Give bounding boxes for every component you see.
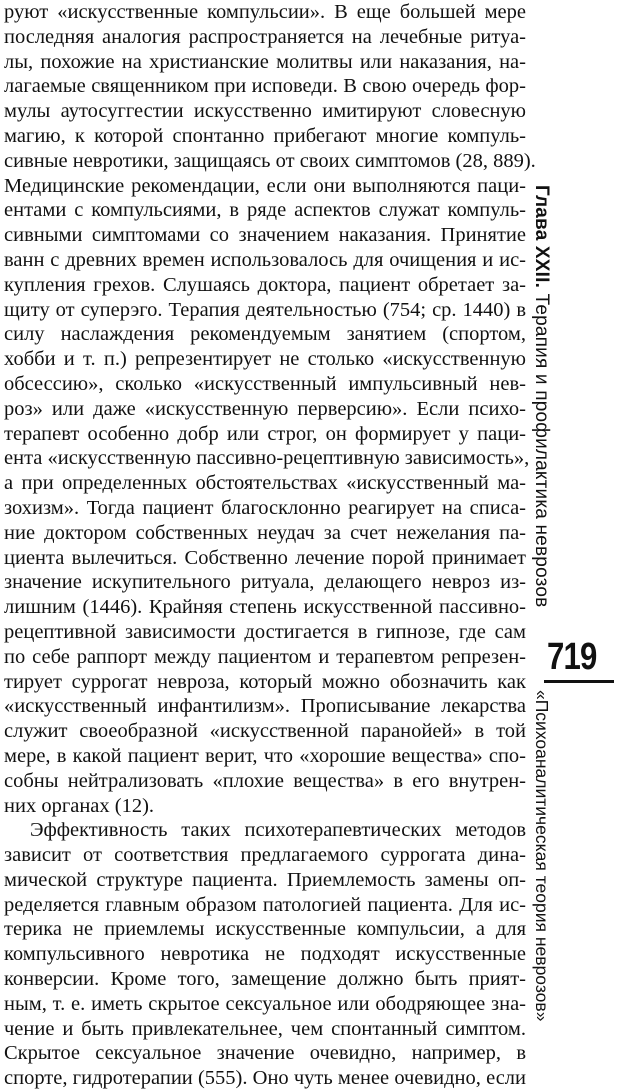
text-line: ределяется главным образом патологией пациента. Для ис-: [4, 893, 526, 916]
text-line: терапевт особенно добр или строг, он формирует у паци-: [4, 422, 526, 445]
text-line: рецептивной зависимости достигается в гипнозе, где сам: [4, 620, 526, 643]
text-line: тирует суррогат невроза, который можно обозначить как: [4, 670, 526, 693]
text-line: спорте, гидротерапии (555). Оно чуть менее очевидно, если: [4, 1067, 526, 1090]
text-line: руют «искусственные компульсии». В еще большей мере: [4, 1, 526, 23]
text-line: силу наслаждения рекомендуемым занятием (спортом,: [4, 323, 526, 346]
chapter-title: Терапия и профилактика неврозов: [531, 293, 552, 608]
text-line: собны нейтрализовать «плохие вещества» в его внутрен-: [4, 769, 526, 792]
text-line: них органах (12).: [4, 794, 155, 817]
text-line: лы, похожие на христианские молитвы или наказания, на-: [4, 50, 526, 73]
running-header: [532, 185, 572, 615]
text-line: мере, в какой пациент верит, что «хорошие вещества» спо-: [4, 744, 526, 767]
text-line: магию, к которой спонтанно прибегают многие компуль-: [4, 124, 526, 147]
text-line: по себе раппорт между пациентом и терапевтом репрезен-: [4, 645, 526, 668]
text-line: Эффективность таких психотерапевтических методов: [30, 819, 526, 842]
text-line: ента «искусственную пассивно-рецептивную зависимость»,: [4, 447, 530, 470]
text-line: обсессию», сколько «искусственный импульсивный нев-: [4, 372, 526, 395]
text-line: купления грехов. Слушаясь доктора, пациент обретает за-: [4, 273, 526, 296]
text-line: ванн с древних времен использовалось для очищения и ис-: [4, 248, 526, 271]
text-line: Скрытое сексуальное значение очевидно, например, в: [4, 1042, 526, 1065]
page-number-rule: [544, 680, 614, 683]
text-line: зависит от соответствия предлагаемого суррогата дина-: [4, 844, 526, 867]
text-line: служит своеобразной «искусственной паранойей» в той: [4, 720, 526, 743]
page-number: 719: [547, 636, 597, 678]
text-line: хобби и т. п.) репрезентирует не столько «искусственную: [4, 348, 526, 371]
text-line: Медицинские рекомендации, если они выполняются паци-: [4, 174, 526, 197]
running-footer: [532, 690, 572, 1022]
text-line: лишним (1446). Крайняя степень искусственной пассивно-: [4, 596, 526, 619]
text-line: сивными симптомами со значением наказания. Принятие: [4, 224, 526, 247]
text-line: ние доктором собственных неудач за счет нежелания па-: [4, 521, 526, 544]
body-text: [4, 0, 536, 1091]
chapter-label: Глава XXII.: [531, 185, 552, 289]
text-line: чение и быть привлекательнее, чем спонтанный симптом.: [4, 1017, 526, 1040]
text-line: терика не приемлемы искусственные компульсии, а для: [4, 918, 526, 941]
text-line: щиту от суперэго. Терапия деятельностью (754; ср. 1440) в: [4, 298, 526, 321]
text-line: ным, т. е. иметь скрытое сексуальное или ободряющее зна-: [4, 992, 526, 1015]
text-line: мулы аутосуггестии искусственно имитируют словесную: [4, 100, 526, 123]
text-line: зохизм». Тогда пациент благосклонно реагирует на списа-: [4, 496, 526, 519]
text-line: значение искупительного ритуала, делающего невроз из-: [4, 571, 526, 594]
text-line: лагаемые священником при исповеди. В свою очередь фор-: [4, 75, 526, 98]
text-line: циента вылечиться. Собственно лечение порой принимает: [4, 546, 526, 569]
text-line: последняя аналогия распространяется на лечебные ритуа-: [4, 25, 526, 48]
text-line: роз» или даже «искусственную перверсию». Если психо-: [4, 397, 526, 420]
text-line: конверсии. Кроме того, замещение должно быть прият-: [4, 968, 526, 991]
text-line: мической структуре пациента. Приемлемость замены оп-: [4, 868, 526, 891]
book-title: «Психоаналитическая теория неврозов»: [532, 690, 552, 1022]
text-line: а при определенных обстоятельствах «искусственный ма-: [4, 472, 526, 495]
text-line: компульсивного невротика не подходят искусственные: [4, 943, 526, 966]
text-line: сивные невротики, защищаясь от своих симптомов (28, 889).: [4, 149, 536, 172]
text-line: ентами с компульсиями, в ряде аспектов служат компуль-: [4, 199, 526, 222]
text-line: «искусственный инфантилизм». Прописывание лекарства: [4, 695, 526, 718]
